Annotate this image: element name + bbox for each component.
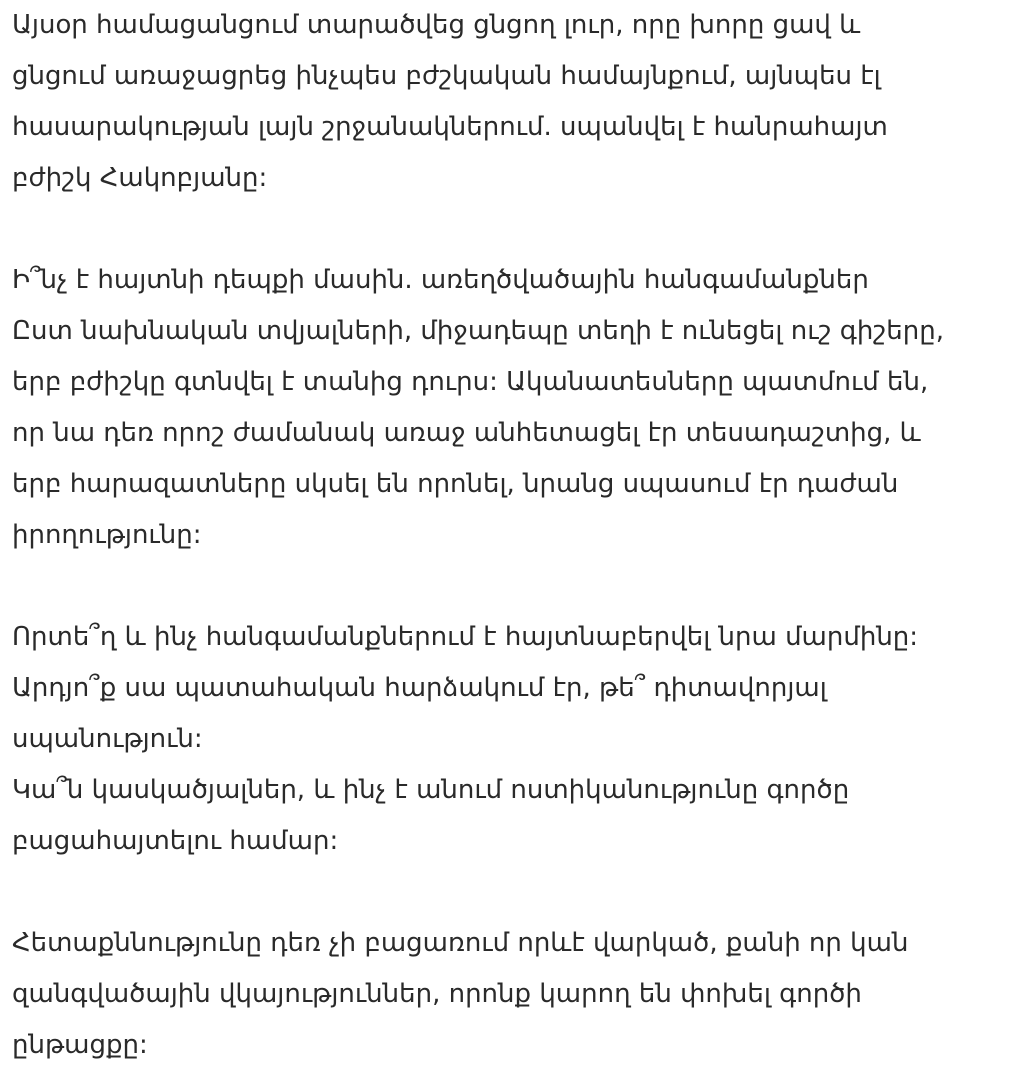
article-body [12,0,1016,1071]
text-line: սպանություն: [12,724,203,754]
text-line: ցնցում առաջացրեց ինչպես բժշկական համայնքում, այնպես էլ [12,61,881,91]
text-line: Արդյո՞ք սա պատահական հարձակում էր, թե՞ դիտավորյալ [12,673,827,703]
paragraph-known-facts [12,255,1016,561]
text-line: որ նա դեռ որոշ ժամանակ առաջ անհետացել էր տեսադաշտից, և [12,418,921,448]
text-line: Որտե՞ղ և ինչ հանգամանքներում է հայտնաբերվել նրա մարմինը: [12,622,919,652]
paragraph-investigation [12,918,1016,1071]
text-line: զանգվածային վկայություններ, որոնք կարող են փոխել գործի [12,979,862,1009]
text-line: Ըստ նախնական տվյալների, միջադեպը տեղի է ունեցել ուշ գիշերը, [12,316,944,346]
text-line: բժիշկ Հակոբյանը: [12,163,268,193]
text-line: բացահայտելու համար: [12,826,339,856]
paragraph-intro [12,0,1016,204]
text-line: հասարակության լայն շրջանակներում. սպանվել է հանրահայտ [12,112,888,142]
text-line: Այսօր համացանցում տարածվեց ցնցող լուր, որը խորը ցավ և [12,10,861,40]
text-line: Կա՞ն կասկածյալներ, և ինչ է անում ոստիկանությունը գործը [12,775,850,805]
text-line: երբ բժիշկը գտնվել է տանից դուրս: Ականատեսները պատմում են, [12,367,929,397]
text-line: Ի՞նչ է հայտնի դեպքի մասին. առեղծվածային հանգամանքներ [12,265,869,295]
text-line: Հետաքննությունը դեռ չի բացառում որևէ վարկած, քանի որ կան [12,928,909,958]
text-line: երբ հարազատները սկսել են որոնել, նրանց սպասում էր դաժան [12,469,899,499]
text-line: ընթացքը: [12,1030,148,1060]
text-line: իրողությունը: [12,520,202,550]
paragraph-questions [12,612,1016,867]
